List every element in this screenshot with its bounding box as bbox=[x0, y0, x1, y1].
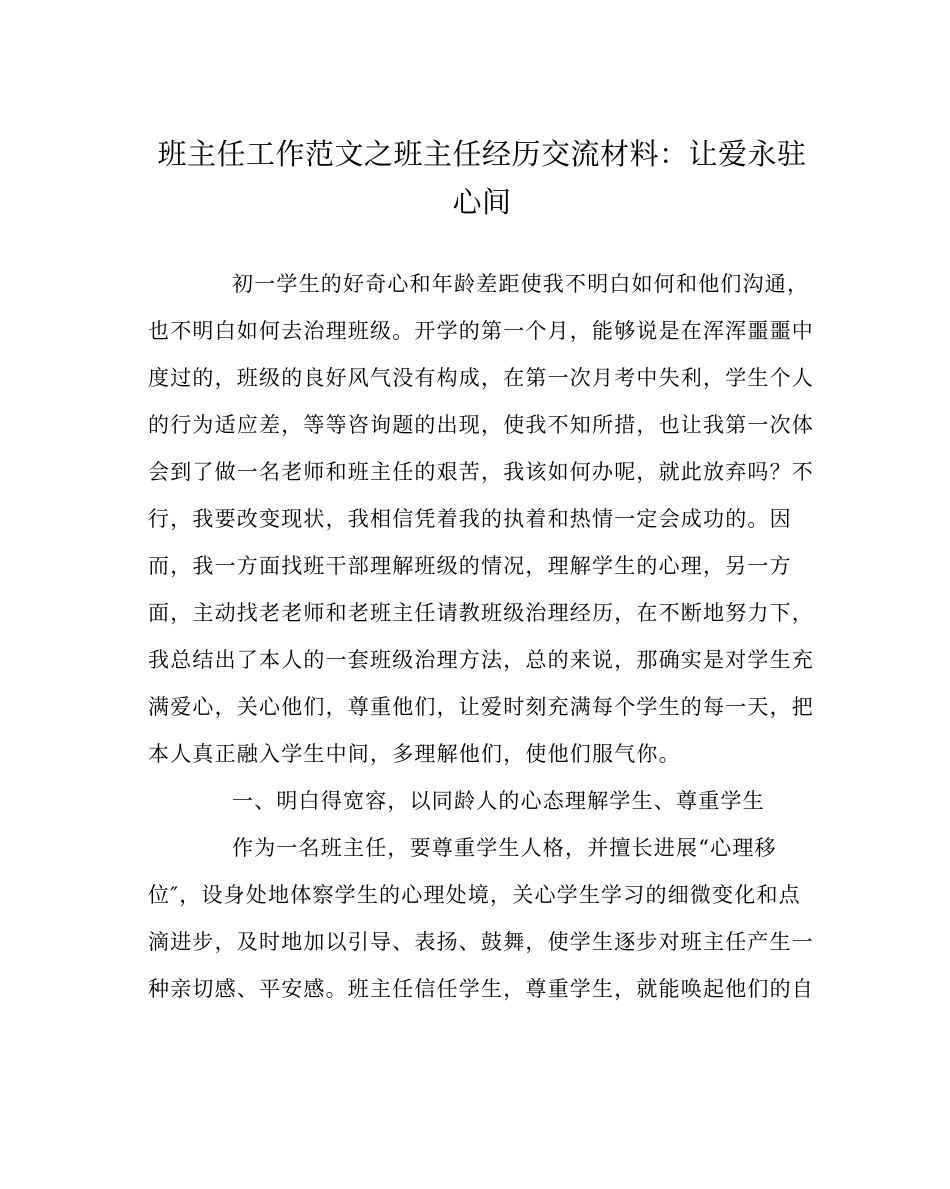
section-heading: 一、明白得宽容，以同龄人的心态理解学生、尊重学生 bbox=[232, 789, 765, 813]
paragraph-line: 的行为适应差，等等咨询题的出现，使我不知所措，也让我第一次体 bbox=[148, 413, 814, 437]
paragraph-line: 度过的，班级的良好风气没有构成，在第一次月考中失利，学生个人 bbox=[148, 366, 814, 390]
document-title: 班主任工作范文之班主任经历交流材料：让爱永驻心间 bbox=[157, 137, 807, 219]
paragraph-line: 而，我一方面找班干部理解班级的情况，理解学生的心理，另一方 bbox=[148, 554, 792, 578]
paragraph-line: 作为一名班主任，要尊重学生人格，并擅长进展“心理移 bbox=[232, 836, 777, 860]
paragraph-line: 种亲切感、平安感。班主任信任学生，尊重学生，就能唤起他们的自 bbox=[148, 977, 814, 1001]
paragraph-line: 初一学生的好奇心和年龄差距使我不明白如何和他们沟通， bbox=[232, 272, 810, 296]
paragraph-line: 行，我要改变现状，我相信凭着我的执着和热情一定会成功的。因 bbox=[148, 507, 792, 531]
paragraph-line: 滴进步，及时地加以引导、表扬、鼓舞，使学生逐步对班主任产生一 bbox=[148, 930, 814, 954]
paragraph-line: 本人真正融入学生中间，多理解他们，使他们服气你。 bbox=[148, 742, 681, 766]
paragraph-line: 我总结出了本人的一套班级治理方法，总的来说，那确实是对学生充 bbox=[148, 648, 814, 672]
paragraph-line: 满爱心，关心他们，尊重他们，让爱时刻充满每个学生的每一天，把 bbox=[148, 695, 814, 719]
paragraph-line: 会到了做一名老师和班主任的艰苦，我该如何办呢，就此放弃吗？不 bbox=[148, 460, 814, 484]
paragraph-line: 也不明白如何去治理班级。开学的第一个月，能够说是在浑浑噩噩中 bbox=[148, 319, 814, 343]
paragraph-line: 位″，设身处地体察学生的心理处境，关心学生学习的细微变化和点 bbox=[148, 883, 801, 907]
paragraph-line: 面，主动找老老师和老班主任请教班级治理经历，在不断地努力下， bbox=[148, 601, 814, 625]
